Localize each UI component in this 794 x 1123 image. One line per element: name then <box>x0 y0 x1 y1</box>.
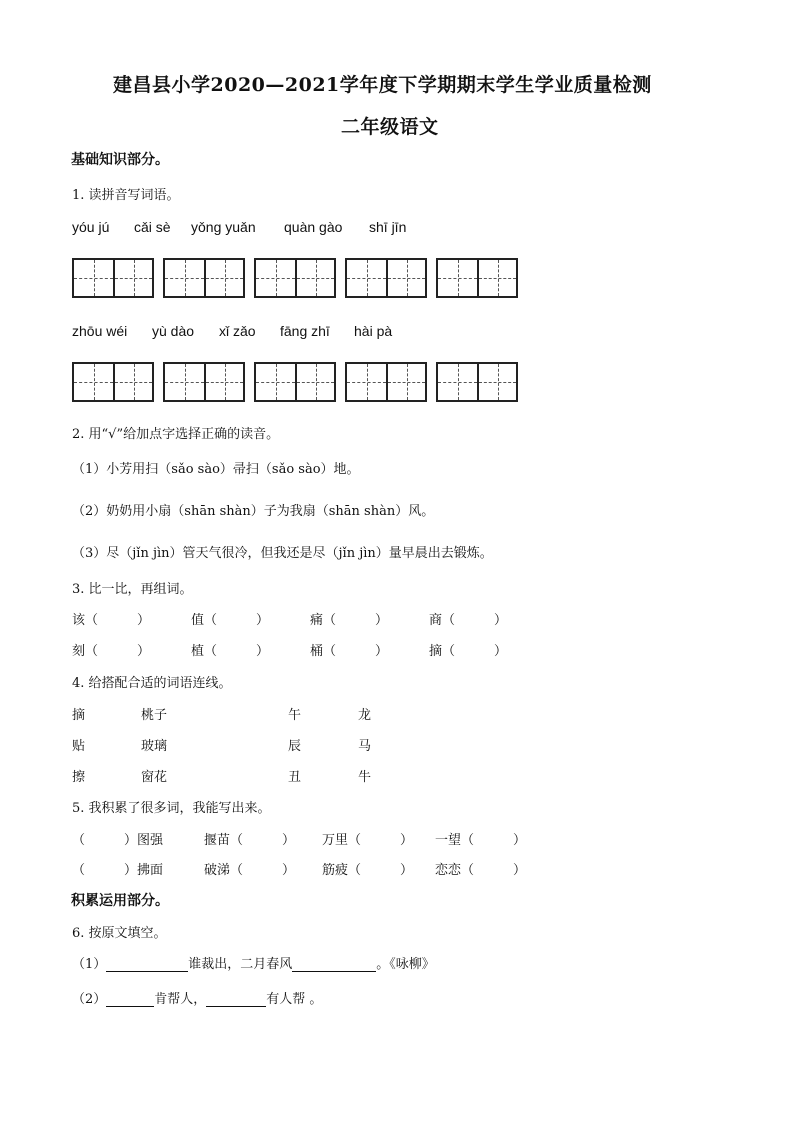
poem-source: 。《咏柳》 <box>376 957 435 972</box>
idiom-item: 一望（ ） <box>435 833 527 848</box>
writing-grid[interactable] <box>436 362 518 402</box>
writing-grid[interactable] <box>72 258 154 298</box>
pinyin-item: zhōu wéi <box>72 323 128 339</box>
idiom-item: 万里（ ） <box>322 833 414 848</box>
writing-grid[interactable] <box>345 258 427 298</box>
answer-blank[interactable] <box>206 992 266 1007</box>
pinyin-item: fāng zhī <box>280 323 330 339</box>
pinyin-item: yóu jú <box>72 219 110 235</box>
pinyin-item: yù dào <box>152 323 195 339</box>
section-heading-usage: 积累运用部分。 <box>71 893 169 909</box>
idiom-item: 筋疲（ ） <box>322 863 414 878</box>
line-number: （2） <box>72 992 107 1007</box>
pinyin-item: xǐ zǎo <box>219 323 256 339</box>
writing-grid[interactable] <box>163 258 245 298</box>
compare-word-item: 商（ ） <box>429 613 508 628</box>
compare-word-item: 该（ ） <box>72 613 151 628</box>
question-3-prompt: 3. 比一比，再组词。 <box>72 582 193 597</box>
compare-word-item: 桶（ ） <box>310 644 389 659</box>
pinyin-item: yǒng yuǎn <box>191 219 256 235</box>
match-verb: 贴 <box>72 739 86 754</box>
match-noun: 窗花 <box>141 770 168 785</box>
match-animal: 牛 <box>358 770 372 785</box>
line-number: （1） <box>72 957 107 972</box>
poem-text: 谁裁出，二月春风 <box>188 957 293 972</box>
pinyin-item: cǎi sè <box>134 219 171 235</box>
answer-blank[interactable] <box>106 957 188 972</box>
match-noun: 玻璃 <box>141 739 168 754</box>
question-6-prompt: 6. 按原文填空。 <box>72 926 167 941</box>
writing-grid[interactable] <box>163 362 245 402</box>
idiom-item: 破涕（ ） <box>204 863 296 878</box>
writing-grid[interactable] <box>254 258 336 298</box>
writing-grid[interactable] <box>254 362 336 402</box>
proverb-text: 肯帮人， <box>154 992 207 1007</box>
compare-word-item: 痛（ ） <box>310 613 389 628</box>
question-2-item: （3）尽（jǐn jìn）管天气很冷，但我还是尽（jǐn jìn）量早晨出去锻炼。 <box>72 546 493 561</box>
question-2-prompt: 2. 用“√”给加点字选择正确的读音。 <box>72 427 280 442</box>
match-branch: 辰 <box>288 739 302 754</box>
pinyin-item: quàn gào <box>284 219 343 235</box>
idiom-item: 恋恋（ ） <box>435 863 527 878</box>
compare-word-item: 植（ ） <box>191 644 270 659</box>
match-animal: 龙 <box>358 708 372 723</box>
compare-word-item: 刻（ ） <box>72 644 151 659</box>
question-4-prompt: 4. 给搭配合适的词语连线。 <box>72 676 232 691</box>
match-animal: 马 <box>358 739 372 754</box>
compare-word-item: 摘（ ） <box>429 644 508 659</box>
poem-fill-line <box>72 953 435 972</box>
answer-blank[interactable] <box>106 992 154 1007</box>
writing-grid[interactable] <box>345 362 427 402</box>
match-verb: 摘 <box>72 708 86 723</box>
page-title: 建昌县小学2020—2021学年度下学期期末学生学业质量检测 <box>113 74 652 96</box>
answer-blank[interactable] <box>292 957 376 972</box>
page-subtitle: 二年级语文 <box>341 116 439 138</box>
match-noun: 桃子 <box>141 708 168 723</box>
writing-grid[interactable] <box>436 258 518 298</box>
proverb-text: 有人帮 。 <box>266 992 323 1007</box>
question-1-prompt: 1. 读拼音写词语。 <box>72 188 180 203</box>
idiom-item: 揠苗（ ） <box>204 833 296 848</box>
section-heading-basics: 基础知识部分。 <box>71 152 169 168</box>
idiom-item: （ ）图强 <box>72 833 164 848</box>
match-branch: 午 <box>288 708 302 723</box>
pinyin-item: hài pà <box>354 323 393 339</box>
proverb-fill-line <box>72 988 322 1007</box>
question-2-item: （1）小芳用扫（sǎo sào）帚扫（sǎo sào）地。 <box>72 462 360 477</box>
question-2-item: （2）奶奶用小扇（shān shàn）子为我扇（shān shàn）风。 <box>72 504 435 519</box>
writing-grid[interactable] <box>72 362 154 402</box>
match-branch: 丑 <box>288 770 302 785</box>
question-5-prompt: 5. 我积累了很多词，我能写出来。 <box>72 801 271 816</box>
pinyin-item: shī jīn <box>369 219 407 235</box>
idiom-item: （ ）拂面 <box>72 863 164 878</box>
compare-word-item: 值（ ） <box>191 613 270 628</box>
match-verb: 擦 <box>72 770 86 785</box>
